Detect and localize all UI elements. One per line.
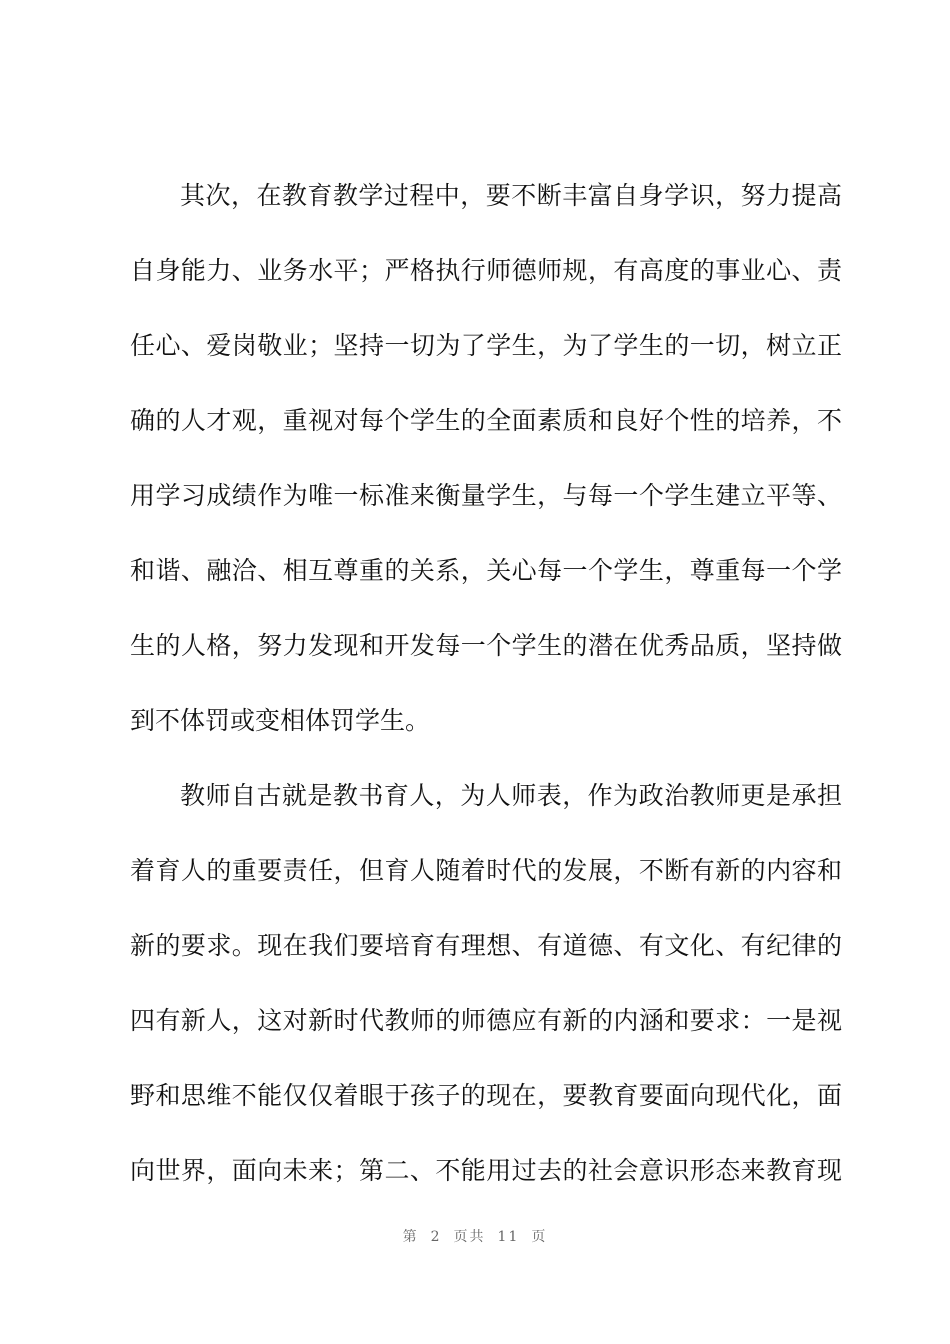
paragraph-2-line-3: 新的要求。现在我们要培育有理想、有道德、有文化、有纪律的 <box>130 931 842 960</box>
paragraph-2-line-2: 着育人的重要责任，但育人随着时代的发展，不断有新的内容和 <box>130 856 842 885</box>
footer-total-pages: 11 <box>497 1229 520 1245</box>
paragraph-2-line-4: 四有新人，这对新时代教师的师德应有新的内涵和要求：一是视 <box>130 1006 842 1035</box>
paragraph-2-line-1: 教师自古就是教书育人，为人师表，作为政治教师更是承担 <box>180 781 842 810</box>
paragraph-1-line-3: 任心、爱岗敬业；坚持一切为了学生，为了学生的一切，树立正 <box>130 331 842 360</box>
paragraph-2-line-5: 野和思维不能仅仅着眼于孩子的现在，要教育要面向现代化，面 <box>130 1081 842 1110</box>
paragraph-1-line-7: 生的人格，努力发现和开发每一个学生的潜在优秀品质，坚持做 <box>130 631 842 660</box>
footer-middle: 页共 <box>453 1229 486 1245</box>
footer-suffix: 页 <box>531 1229 548 1245</box>
paragraph-1-line-4: 确的人才观，重视对每个学生的全面素质和良好个性的培养，不 <box>130 406 842 435</box>
paragraph-1-line-8: 到不体罚或变相体罚学生。 <box>130 706 431 735</box>
footer-current-page: 2 <box>430 1229 442 1245</box>
paragraph-1-line-6: 和谐、融洽、相互尊重的关系，关心每一个学生，尊重每一个学 <box>130 556 842 585</box>
paragraph-2-line-6: 向世界，面向未来；第二、不能用过去的社会意识形态来教育现 <box>130 1156 842 1185</box>
footer-prefix: 第 <box>402 1229 419 1245</box>
paragraph-1-line-1: 其次，在教育教学过程中，要不断丰富自身学识，努力提高 <box>180 181 842 210</box>
page-footer <box>0 1226 950 1246</box>
paragraph-1-line-2: 自身能力、业务水平；严格执行师德师规，有高度的事业心、责 <box>130 256 842 285</box>
paragraph-1-line-5: 用学习成绩作为唯一标准来衡量学生，与每一个学生建立平等、 <box>130 481 842 510</box>
